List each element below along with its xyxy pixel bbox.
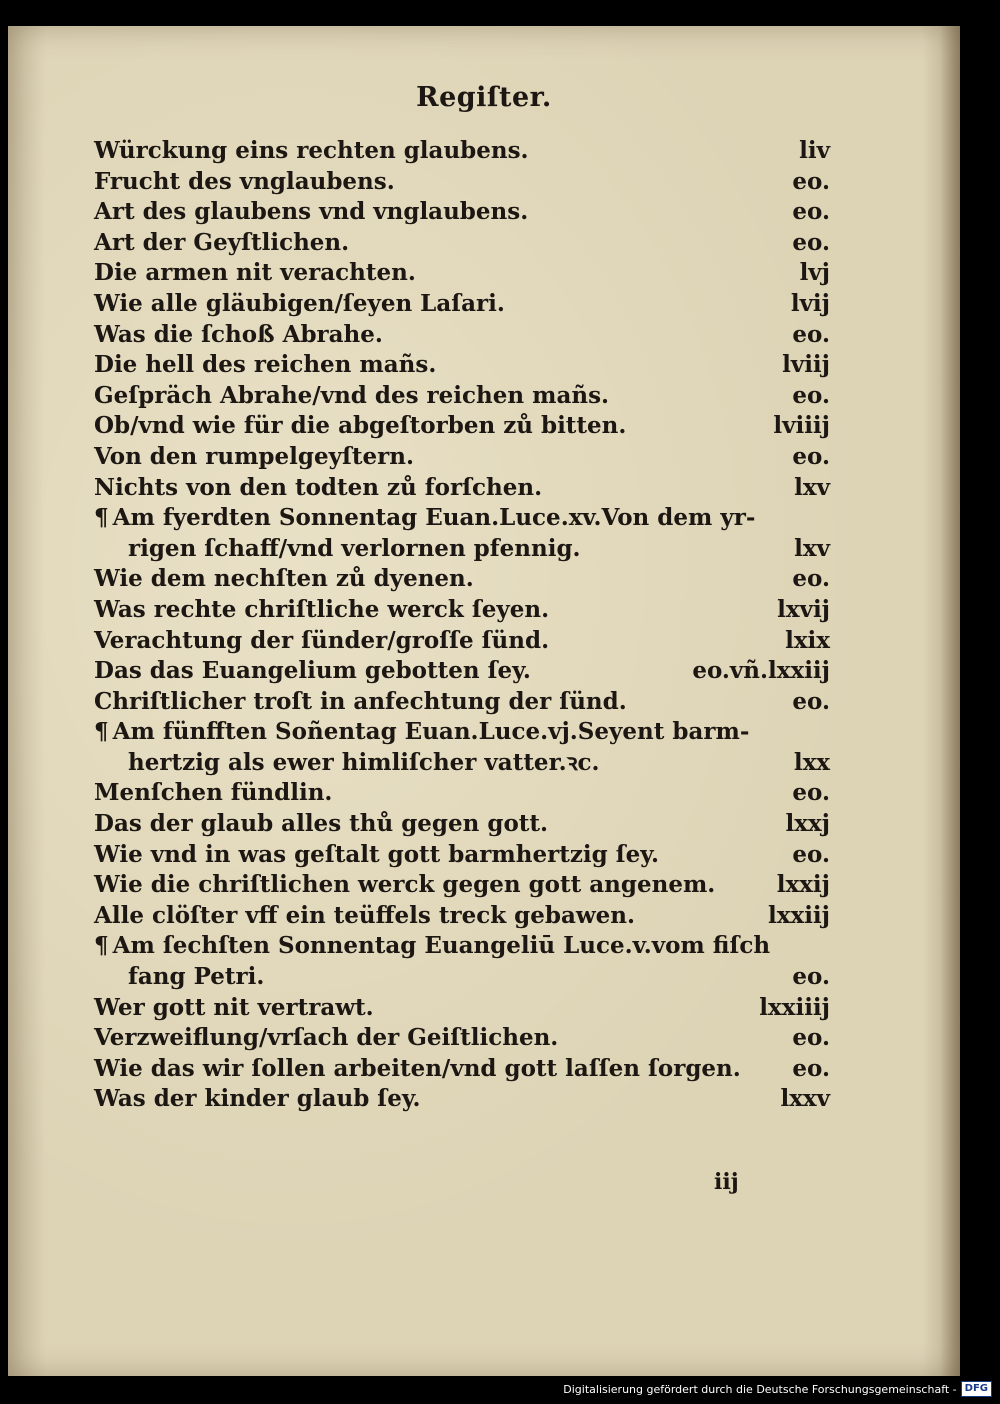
entry-folio-ref: lxxiiij (759, 993, 830, 1021)
entry-folio-ref: lvij (790, 289, 830, 317)
entry-text (94, 809, 548, 840)
entry-folio-ref: eo. (792, 779, 830, 807)
register-entry (94, 503, 830, 534)
entry-title: fang Petri. (128, 963, 265, 991)
register-entry (94, 197, 830, 228)
entry-text (94, 442, 414, 473)
entry-folio-ref: eo. (792, 565, 830, 593)
entry-folio-ref: eo. (792, 1024, 830, 1052)
entry-title: Wie vnd in was geſtalt gott barmhertzig ſey. (94, 840, 659, 868)
register-entry (94, 289, 830, 320)
entry-title: Von den rumpelgeyſtern. (94, 442, 414, 470)
entry-title: Geſpräch Abrahe/vnd des reichen mañs. (94, 381, 610, 409)
entry-title: Chriſtlicher troſt in anfechtung der ſünd. (94, 687, 627, 715)
pilcrow-icon: ¶ (94, 718, 109, 746)
entry-title: Was rechte chriſtliche werck ſeyen. (94, 595, 550, 623)
entry-title: Verzweiflung/vrſach der Geiſtlichen. (94, 1024, 559, 1052)
register-entry (94, 870, 830, 901)
entry-text (94, 289, 505, 320)
register-entry (94, 564, 830, 595)
entry-title: Die hell des reichen mañs. (94, 351, 437, 379)
entry-title: Wie dem nechſten zů dyenen. (94, 565, 474, 593)
entry-title: Alle clöſter vff ein teüffels treck gebawen. (94, 901, 636, 929)
entry-text (94, 350, 436, 381)
entry-text (94, 1084, 421, 1115)
entry-folio-ref: lxxiij (768, 901, 830, 929)
entry-title: rigen ſchaff/vnd verlornen pfennig. (128, 534, 581, 562)
entry-title: Verachtung der ſünder/groſſe ſünd. (94, 626, 550, 654)
register-list (94, 136, 830, 1115)
entry-folio-ref: lvj (799, 259, 830, 287)
entry-text (94, 136, 529, 167)
entry-title: Art der Geyſtlichen. (94, 228, 350, 256)
entry-title: Wer gott nit vertrawt. (94, 993, 374, 1021)
entry-title: Ob/vnd wie für die abgeſtorben zů bitten. (94, 412, 627, 440)
entry-text (128, 962, 264, 993)
entry-folio-ref: eo. (792, 228, 830, 256)
register-entry (94, 656, 830, 687)
register-entry (94, 350, 830, 381)
entry-folio-ref: eo. (792, 963, 830, 991)
entry-text (128, 534, 581, 565)
signature-mark: iij (714, 1169, 739, 1195)
entry-text (94, 656, 531, 687)
entry-title: Am ſechſten Sonnentag Euangeliū Luce.v.vom fiſch (112, 932, 771, 960)
register-entry (94, 167, 830, 198)
entry-title: Was der kinder glaub ſey. (94, 1085, 421, 1113)
entry-text (94, 381, 609, 412)
entry-title: Frucht des vnglaubens. (94, 167, 395, 195)
entry-title: Würckung eins rechten glaubens. (94, 137, 529, 164)
entry-text (94, 901, 635, 932)
entry-folio-ref: lxix (785, 626, 830, 654)
register-entry (94, 442, 830, 473)
entry-folio-ref: lxv (794, 534, 830, 562)
register-entry (94, 1084, 830, 1115)
entry-text (94, 503, 755, 534)
register-entry (94, 1023, 830, 1054)
register-entry (94, 626, 830, 657)
entry-text (94, 320, 383, 351)
register-entry (94, 258, 830, 289)
entry-title: Art des glaubens vnd vnglaubens. (94, 198, 529, 226)
entry-folio-ref: lxxij (776, 871, 830, 899)
entry-text (94, 778, 332, 809)
entry-text (94, 595, 549, 626)
register-entry (94, 1054, 830, 1085)
entry-text (94, 870, 715, 901)
entry-text (94, 411, 626, 442)
register-entry (94, 748, 830, 779)
entry-text (128, 748, 600, 779)
entry-text (94, 167, 395, 198)
entry-text (94, 687, 627, 718)
entry-title: Am fünfften Soñentag Euan.Luce.vj.Seyent barm- (112, 718, 750, 746)
entry-text (94, 1023, 558, 1054)
entry-text (94, 931, 770, 962)
register-entry (94, 962, 830, 993)
register-entry (94, 595, 830, 626)
entry-folio-ref: eo. (792, 320, 830, 348)
entry-folio-ref: eo. (792, 442, 830, 470)
register-entry (94, 534, 830, 565)
register-entry (94, 901, 830, 932)
running-head: Regiſter. (416, 82, 552, 113)
book-page (8, 26, 960, 1376)
entry-text (94, 1054, 741, 1085)
pilcrow-icon: ¶ (94, 504, 109, 532)
entry-folio-ref: eo. (792, 167, 830, 195)
register-entry (94, 840, 830, 871)
entry-folio-ref: lxxj (785, 810, 830, 838)
entry-folio-ref: lxx (793, 748, 830, 776)
entry-text (94, 717, 749, 748)
entry-folio-ref: lxv (794, 473, 830, 501)
register-entry (94, 809, 830, 840)
entry-title: Am fyerdten Sonnentag Euan.Luce.xv.Von dem yr- (112, 504, 756, 532)
register-entry (94, 381, 830, 412)
register-entry (94, 320, 830, 351)
register-entry (94, 411, 830, 442)
entry-text (94, 840, 659, 871)
pilcrow-icon: ¶ (94, 932, 109, 960)
entry-text (94, 228, 349, 259)
entry-title: Menſchen fündlin. (94, 779, 333, 807)
entry-folio-ref: eo. (792, 198, 830, 226)
entry-folio-ref: eo. (792, 1054, 830, 1082)
entry-title: Was die ſchoß Abrahe. (94, 320, 383, 348)
entry-title: Nichts von den todten zů forſchen. (94, 473, 543, 501)
digitization-footer (563, 1380, 992, 1398)
register-entry (94, 717, 830, 748)
register-entry (94, 473, 830, 504)
page-edge-shadow (940, 26, 960, 1376)
dfg-logo: DFG (961, 1381, 992, 1397)
entry-folio-ref: lviij (782, 351, 830, 379)
entry-folio-ref: lxvij (777, 595, 830, 623)
entry-title: hertzig als ewer himliſcher vatter.ꝛc. (128, 748, 600, 776)
register-entry (94, 136, 830, 167)
register-entry (94, 931, 830, 962)
entry-title: Die armen nit verachten. (94, 259, 416, 287)
entry-title: Das das Euangelium gebotten ſey. (94, 657, 531, 685)
entry-text (94, 564, 474, 595)
entry-folio-ref: liv (799, 137, 830, 164)
entry-folio-ref: eo. (792, 840, 830, 868)
entry-text (94, 197, 528, 228)
entry-title: Wie alle gläubigen/ſeyen Laſari. (94, 289, 505, 317)
entry-folio-ref: lxxv (780, 1085, 830, 1113)
register-entry (94, 993, 830, 1024)
register-entry (94, 228, 830, 259)
register-entry (94, 687, 830, 718)
entry-title: Wie die chriſtlichen werck gegen gott angenem. (94, 871, 716, 899)
entry-folio-ref: eo.vñ.lxxiij (692, 657, 830, 685)
entry-text (94, 258, 416, 289)
footer-credit: Digitalisierung gefördert durch die Deutsche Forschungsgemeinschaft - (563, 1382, 957, 1396)
entry-folio-ref: eo. (792, 381, 830, 409)
entry-title: Wie das wir ſollen arbeiten/vnd gott laſſen ſorgen. (94, 1054, 741, 1082)
entry-text (94, 473, 542, 504)
entry-folio-ref: lviiij (773, 412, 830, 440)
entry-text (94, 993, 374, 1024)
entry-folio-ref: eo. (792, 687, 830, 715)
entry-title: Das der glaub alles thů gegen gott. (94, 810, 549, 838)
entry-text (94, 626, 549, 657)
register-entry (94, 778, 830, 809)
